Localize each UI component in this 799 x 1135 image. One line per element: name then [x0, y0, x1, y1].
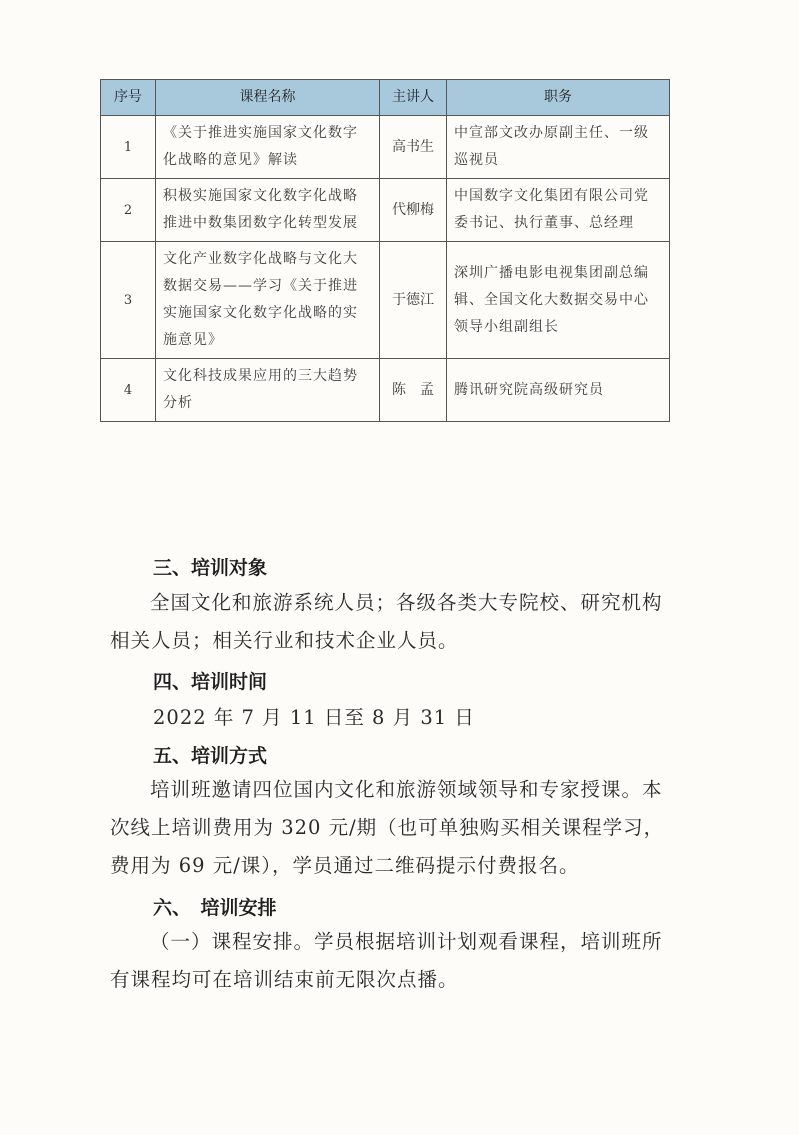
header-num: 序号 [101, 80, 156, 116]
table-row [101, 242, 670, 359]
section-text-trainees: 全国文化和旅游系统人员；各级各类大专院校、研究机构相关人员；相关行业和技术企业人员。 [110, 591, 663, 652]
section-text-method: 培训班邀请四位国内文化和旅游领域领导和专家授课。本次线上培训费用为 320 元/期（也可单独购买相关课程学习，费用为 69 元/课），学员通过二维码提示付费报名。 [110, 778, 665, 877]
row-num: 2 [101, 179, 156, 242]
row-title: 文化科技成果应用的三大趋势分析 [156, 359, 380, 422]
row-speaker: 陈 孟 [380, 359, 447, 422]
header-position: 职务 [447, 80, 670, 116]
row-speaker: 高书生 [380, 116, 447, 179]
row-title: 文化产业数字化战略与文化大数据交易——学习《关于推进实施国家文化数字化战略的实施意见》 [156, 242, 380, 359]
row-num: 3 [101, 242, 156, 359]
row-num: 4 [101, 359, 156, 422]
row-speaker: 代柳梅 [380, 179, 447, 242]
row-position: 腾讯研究院高级研究员 [447, 359, 670, 422]
header-speaker: 主讲人 [380, 80, 447, 116]
row-position: 深圳广播电影电视集团副总编辑、全国文化大数据交易中心领导小组副组长 [447, 242, 670, 359]
course-table [100, 79, 670, 422]
row-num: 1 [101, 116, 156, 179]
section-heading-method: 五、培训方式 [153, 745, 268, 767]
row-position: 中宣部文改办原副主任、一级巡视员 [447, 116, 670, 179]
section-heading-time: 四、培训时间 [153, 671, 268, 693]
table-header-row [101, 80, 670, 116]
section-heading-trainees: 三、培训对象 [153, 557, 268, 579]
row-speaker: 于德江 [380, 242, 447, 359]
table-row [101, 179, 670, 242]
table-row [101, 359, 670, 422]
row-title: 积极实施国家文化数字化战略 推进中数集团数字化转型发展 [156, 179, 380, 242]
section-text-arrangement: （一）课程安排。学员根据培训计划观看课程，培训班所有课程均可在培训结束前无限次点播。 [110, 930, 663, 991]
row-title: 《关于推进实施国家文化数字化战略的意见》解读 [156, 116, 380, 179]
header-title: 课程名称 [156, 80, 380, 116]
row-position: 中国数字文化集团有限公司党委书记、执行董事、总经理 [447, 179, 670, 242]
section-text-time: 2022 年 7 月 11 日至 8 月 31 日 [153, 706, 475, 729]
table-row [101, 116, 670, 179]
section-heading-arrangement: 六、 培训安排 [153, 897, 277, 919]
